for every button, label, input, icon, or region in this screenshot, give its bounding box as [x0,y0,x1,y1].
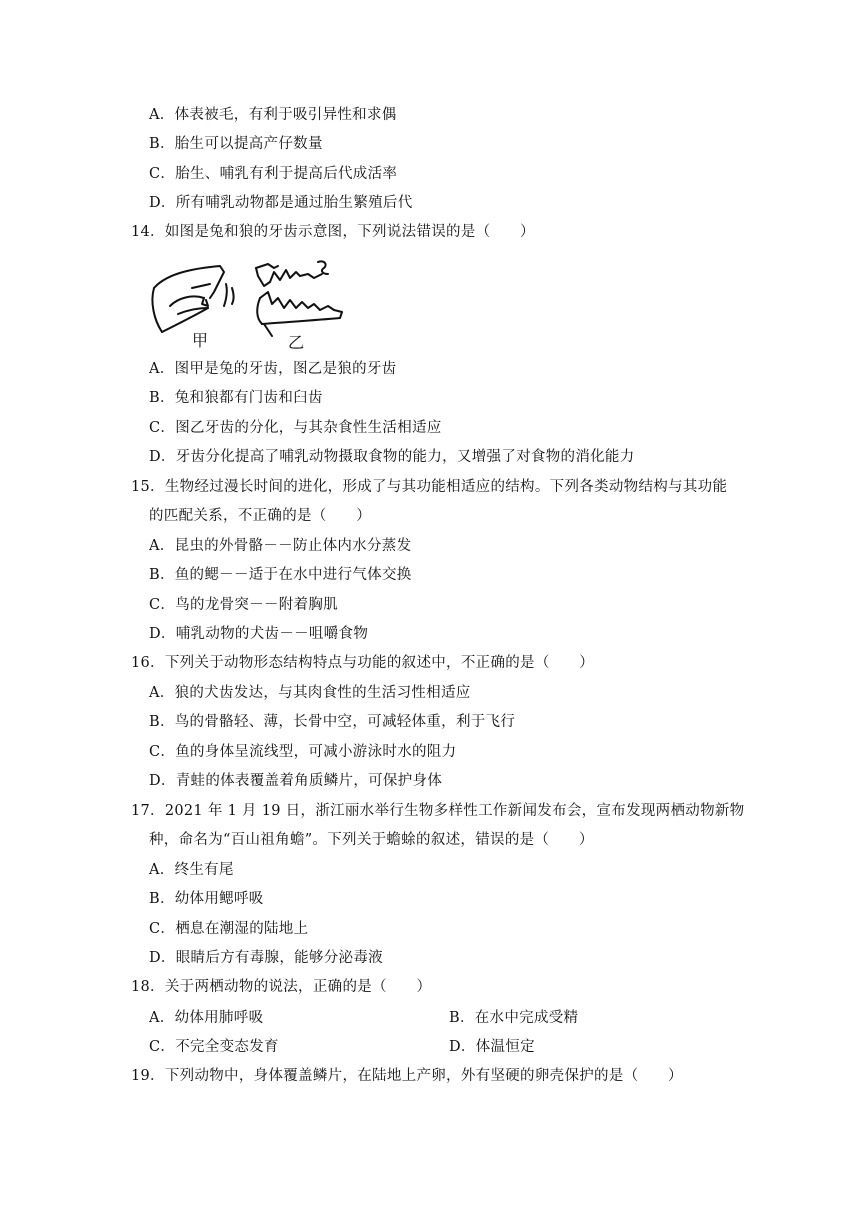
q18-option-c: C．不完全变态发育 [149,1039,279,1055]
q18-option-b: B．在水中完成受精 [449,1010,579,1026]
rabbit-skull-drawing [152,266,233,332]
q13-option-b: B．胎生可以提高产仔数量 [149,136,323,152]
q18-option-d: D．体温恒定 [449,1039,535,1055]
q17-option-b: B．幼体用鳃呼吸 [149,891,264,907]
q15-stem-line1: 15．生物经过漫长时间的进化，形成了与其功能相适应的结构。下列各类动物结构与其功能 [131,479,728,495]
q15-stem-line2: 的匹配关系，不正确的是（ ） [149,508,371,524]
q14-stem: 14．如图是兔和狼的牙齿示意图，下列说法错误的是（ ） [131,224,535,240]
q15-option-a: A．昆虫的外骨骼－－防止体内水分蒸发 [149,538,412,554]
q15-option-c: C．鸟的龙骨突－－附着胸肌 [149,597,338,613]
q16-option-d: D．青蛙的体表覆盖着角质鳞片，可保护身体 [149,773,443,789]
q13-option-d: D．所有哺乳动物都是通过胎生繁殖后代 [149,195,413,211]
teeth-diagram [148,258,348,350]
q14-option-a: A．图甲是兔的牙齿，图乙是狼的牙齿 [149,361,397,377]
q18-stem: 18．关于两栖动物的说法，正确的是（ ） [131,979,432,995]
wolf-jaw-drawing [256,261,342,336]
q13-option-c: C．胎生、哺乳有利于提高后代成活率 [149,166,398,182]
q16-stem: 16．下列关于动物形态结构特点与功能的叙述中，不正确的是（ ） [131,655,595,671]
q17-option-c: C．栖息在潮湿的陆地上 [149,921,309,937]
teeth-figure [148,258,348,350]
q17-option-d: D．眼睛后方有毒腺，能够分泌毒液 [149,950,383,966]
q14-option-c: C．图乙牙齿的分化，与其杂食性生活相适应 [149,420,442,436]
q17-option-a: A．终生有尾 [149,862,234,878]
q16-option-a: A．狼的犬齿发达，与其肉食性的生活习性相适应 [149,685,471,701]
figure-label-jia: 甲 [192,331,209,350]
figure-label-yi: 乙 [288,333,305,352]
q17-stem-line1: 17．2021 年 1 月 19 日，浙江丽水举行生物多样性工作新闻发布会，宣布发现两栖动物新物 [131,803,745,819]
q15-option-d: D．哺乳动物的犬齿－－咀嚼食物 [149,626,369,642]
q18-option-a: A．幼体用肺呼吸 [149,1010,264,1026]
q14-option-d: D．牙齿分化提高了哺乳动物摄取食物的能力，又增强了对食物的消化能力 [149,449,635,465]
q15-option-b: B．鱼的鳃－－适于在水中进行气体交换 [149,567,412,583]
q16-option-c: C．鱼的身体呈流线型，可减小游泳时水的阻力 [149,744,457,760]
q16-option-b: B．鸟的骨骼轻、薄，长骨中空，可减轻体重，利于飞行 [149,714,516,730]
q13-option-a: A．体表被毛，有利于吸引异性和求偶 [149,107,397,123]
q17-stem-line2: 种，命名为“百山祖角蟾”。下列关于蟾蜍的叙述，错误的是（ ） [149,832,594,848]
q14-option-b: B．兔和狼都有门齿和臼齿 [149,390,323,406]
q19-stem: 19．下列动物中，身体覆盖鳞片，在陆地上产卵，外有坚硬的卵壳保护的是（ ） [131,1068,683,1084]
